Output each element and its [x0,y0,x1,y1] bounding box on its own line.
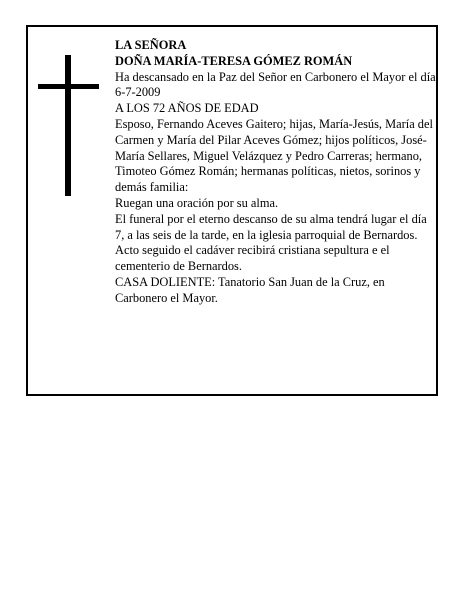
obituary-text [115,38,437,307]
cross-vertical-bar [65,55,71,196]
notice-death-statement: Ha descansado en la Paz del Señor en Carbonero el Mayor el día 6-7-2009 [115,69,436,100]
notice-age: A LOS 72 AÑOS DE EDAD [115,101,259,116]
notice-funeral-details: El funeral por el eterno descanso de su alma tendrá lugar el día 7, a las seis de la tarde, en la iglesia parroquial de Bernardos. Acto seguido el cadáver recibirá cristiana sepultura e el cementerio de Bernardos. [115,211,427,274]
cross-horizontal-bar [38,84,99,89]
notice-title-name: DOÑA MARÍA-TERESA GÓMEZ ROMÁN [115,53,353,68]
notice-prayer-request: Ruegan una oración por su alma. [115,195,279,210]
notice-title-line1: LA SEÑORA [115,38,187,52]
notice-mourning-house: CASA DOLIENTE: Tanatorio San Juan de la Cruz, en Carbonero el Mayor. [115,274,385,305]
notice-family: Esposo, Fernando Aceves Gaitero; hijas, María-Jesús, María del Carmen y María del Pilar Aceves Gómez; hijos políticos, José-María Sellares, Miguel Velázquez y Pedro Carreras; hermano, Timoteo Gómez Román; hermanas políticas, nietos, sorinos y demás familia: [115,116,433,195]
